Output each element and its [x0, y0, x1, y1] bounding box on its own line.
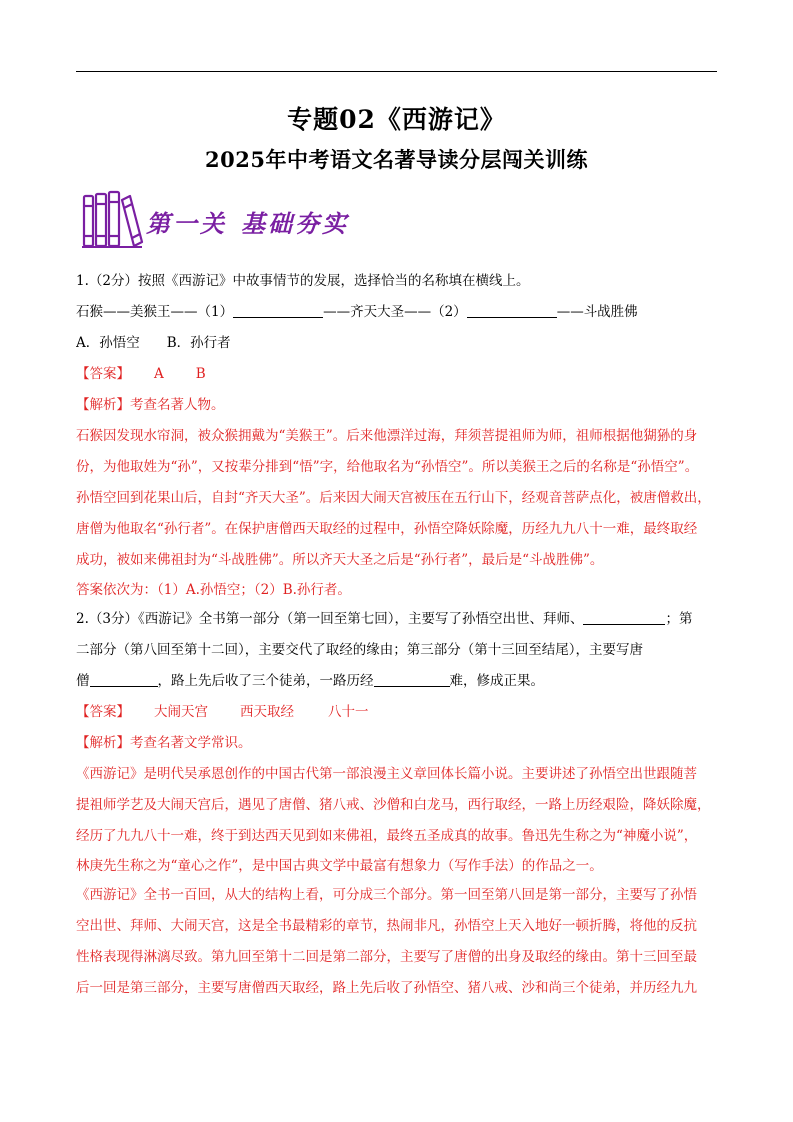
- banner-title: 基础夯实: [241, 209, 349, 238]
- q2-answer-2: 西天取经: [240, 704, 294, 720]
- q2-analysis-line: 性格表现得淋漓尽致。第九回至第十二回是第二部分，主要写了唐僧的出身及取经的缘由。第十三回至最: [76, 949, 697, 965]
- q1-blank-1[interactable]: [233, 303, 323, 318]
- question-content: [76, 266, 717, 1004]
- q2-answer-1: 大闹天宫: [154, 704, 208, 720]
- page-title: 专题02《西游记》: [287, 105, 506, 134]
- q1-analysis-line: 唐僧为他取名“孙行者”。在保护唐僧西天取经的过程中，孙悟空降妖除魔，历经九九八十一难，最终取经: [76, 521, 698, 537]
- q2-stem-line2: 二部分（第八回至第十二回），主要交代了取经的缘由；第三部分（第十三回至结尾），主要写唐: [76, 642, 643, 658]
- q1-analysis-line: 成功，被如来佛祖封为“斗战胜佛”。所以齐天大圣之后是“孙行者”，最后是“斗战胜佛”。: [76, 552, 604, 568]
- banner-level: 第一关: [146, 209, 227, 238]
- q2-answer-3: 八十一: [328, 704, 369, 720]
- q1-analysis-line: 份，为他取姓为“孙”，又按辈分排到“悟”字，给他取名为“孙悟空”。所以美猴王之后的名称是“孙悟空”。: [76, 459, 699, 475]
- q2-analysis-line: 经历了九九八十一难，终于到达西天见到如来佛祖，最终五圣成真的故事。鲁迅先生称之为“神魔小说”，: [76, 828, 698, 844]
- q1-answer-2: B: [195, 366, 206, 382]
- q1-chain: 石猴——美猴王——（1） ——齐天大圣——（2） ——斗战胜佛: [76, 304, 638, 320]
- q2-analysis-line: 林庚先生称之为“童心之作”，是中国古典文学中最富有想象力（写作手法）的作品之一。: [76, 858, 603, 874]
- books-icon: [80, 186, 144, 250]
- q1-analysis-line: 孙悟空回到花果山后，自封“齐天大圣”。后来因大闹天宫被压在五行山下，经观音菩萨点化，被唐僧救出，: [76, 490, 711, 506]
- q1-blank-2[interactable]: [467, 303, 557, 318]
- q2-analysis-line: 提祖师学艺及大闹天宫后，遇见了唐僧、猪八戒、沙僧和白龙马，西行取经，一路上历经艰险，降妖除魔，: [76, 797, 711, 813]
- q2-analysis-line: 《西游记》是明代吴承恩创作的中国古代第一部浪漫主义章回体长篇小说。主要讲述了孙悟空出世跟随菩: [76, 766, 697, 782]
- q2-stem: 2.（3分）《西游记》全书第一部分（第一回至第七回），主要写了孙悟空出世、拜师、 ；第: [76, 611, 693, 627]
- q1-stem: 1.（2分）按照《西游记》中故事情节的发展，选择恰当的名称填在横线上。: [76, 273, 530, 289]
- q1-answer-1: A: [154, 366, 164, 382]
- q1-answer: 【答案】 A B: [76, 359, 717, 390]
- page-subtitle: 2025年中考语文名著导读分层闯关训练: [205, 147, 588, 172]
- q1-options: A．孙悟空 B．孙行者: [76, 335, 231, 351]
- q2-blank-3[interactable]: [374, 672, 450, 687]
- q2-analysis-header: 【解析】考查名著文学常识。: [76, 735, 252, 751]
- q2-answer: 【答案】 大闹天宫 西天取经 八十一: [76, 697, 717, 728]
- q2-stem-line3: 僧 ，路上先后收了三个徒弟，一路历经 难，修成正果。: [76, 673, 544, 689]
- q1-analysis-line: 石猴因发现水帘洞，被众猴拥戴为“美猴王”。后来他漂洋过海，拜须菩提祖师为师，祖师根据他猢狲的身: [76, 428, 698, 444]
- q1-answer-summary: 答案依次为：（1）A.孙悟空；（2）B.孙行者。: [76, 582, 351, 598]
- q2-blank-1[interactable]: [583, 610, 665, 625]
- header-rule: [76, 71, 717, 72]
- q2-analysis-line: 后一回是第三部分，主要写唐僧西天取经，路上先后收了孙悟空、猪八戒、沙和尚三个徒弟，并历经九九: [76, 980, 697, 996]
- q2-analysis-line: 空出世、拜师、大闹天宫，这是全书最精彩的章节，热闹非凡，孙悟空上天入地好一顿折腾，将他的反抗: [76, 918, 697, 934]
- q2-blank-2[interactable]: [90, 672, 158, 687]
- section-banner: [80, 186, 370, 250]
- q1-analysis-header: 【解析】考查名著人物。: [76, 397, 225, 413]
- q2-analysis-line: 《西游记》全书一百回，从大的结构上看，可分成三个部分。第一回至第八回是第一部分，主要写了孙悟: [76, 887, 697, 903]
